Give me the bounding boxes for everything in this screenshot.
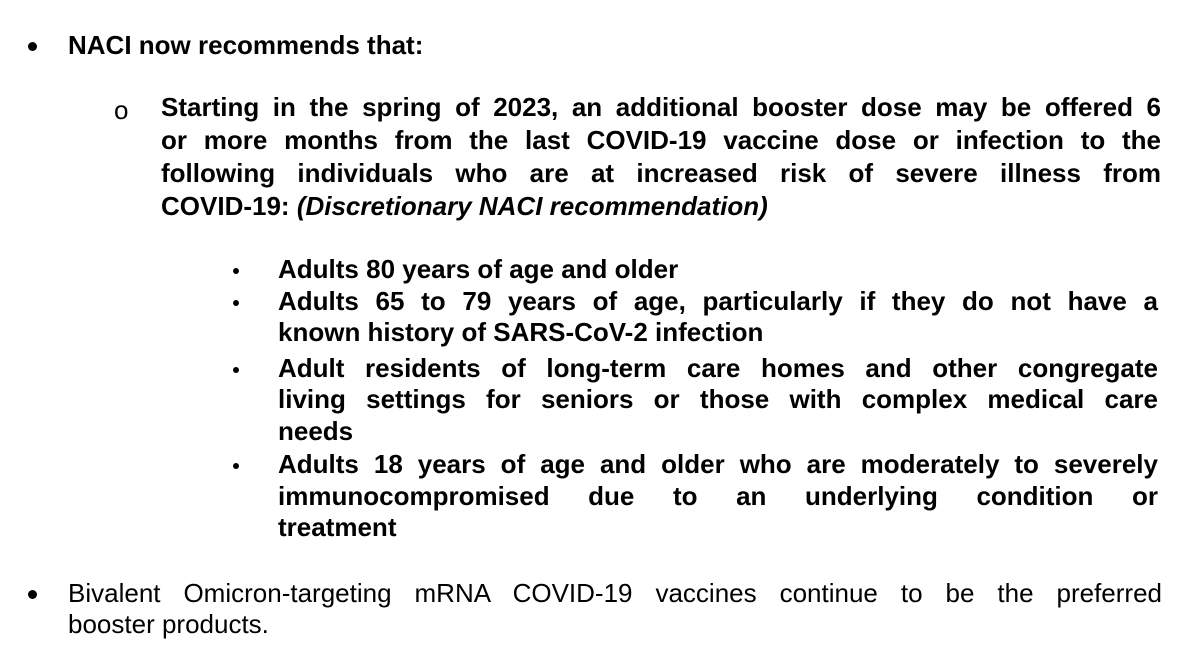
list-item-line: Adults 65 to 79 years of age, particularly if they do not have a: [278, 286, 1158, 316]
list-item-line: known history of SARS-CoV-2 infection: [278, 317, 764, 347]
list-item-line: Adults 80 years of age and older: [278, 254, 679, 284]
bullet-marker: [28, 590, 37, 599]
bullet-marker: [28, 42, 37, 51]
list-bullet-marker: [233, 268, 239, 274]
list-item-line: Adults 18 years of age and older who are moderately to severely: [278, 449, 1158, 479]
sub-bullet-marker: o: [114, 95, 129, 125]
sub-paragraph-line: Starting in the spring of 2023, an additional booster dose may be offered 6: [161, 92, 1161, 122]
list-item-line: Adult residents of long-term care homes and other congregate: [278, 353, 1158, 383]
list-item-line: living settings for seniors or those with complex medical care: [278, 384, 1158, 414]
list-bullet-marker: [233, 367, 239, 373]
sub-paragraph-prefix: COVID-19:: [161, 191, 297, 221]
list-item-line: treatment: [278, 512, 397, 542]
section-heading: NACI now recommends that:: [68, 30, 424, 60]
list-bullet-marker: [233, 463, 239, 469]
sub-paragraph-last-line: [161, 191, 768, 222]
list-bullet-marker: [233, 300, 239, 306]
list-item-line: needs: [278, 416, 354, 446]
recommendation-note: (Discretionary NACI recommendation): [296, 191, 768, 221]
sub-paragraph-line: or more months from the last COVID-19 vaccine dose or infection to the: [161, 125, 1161, 155]
paragraph-line: Bivalent Omicron-targeting mRNA COVID-19 vaccines continue to be the preferred: [68, 578, 1162, 608]
sub-paragraph-line: following individuals who are at increased risk of severe illness from: [161, 158, 1161, 188]
paragraph-line: booster products.: [68, 609, 269, 639]
list-item-line: immunocompromised due to an underlying condition or: [278, 481, 1158, 511]
